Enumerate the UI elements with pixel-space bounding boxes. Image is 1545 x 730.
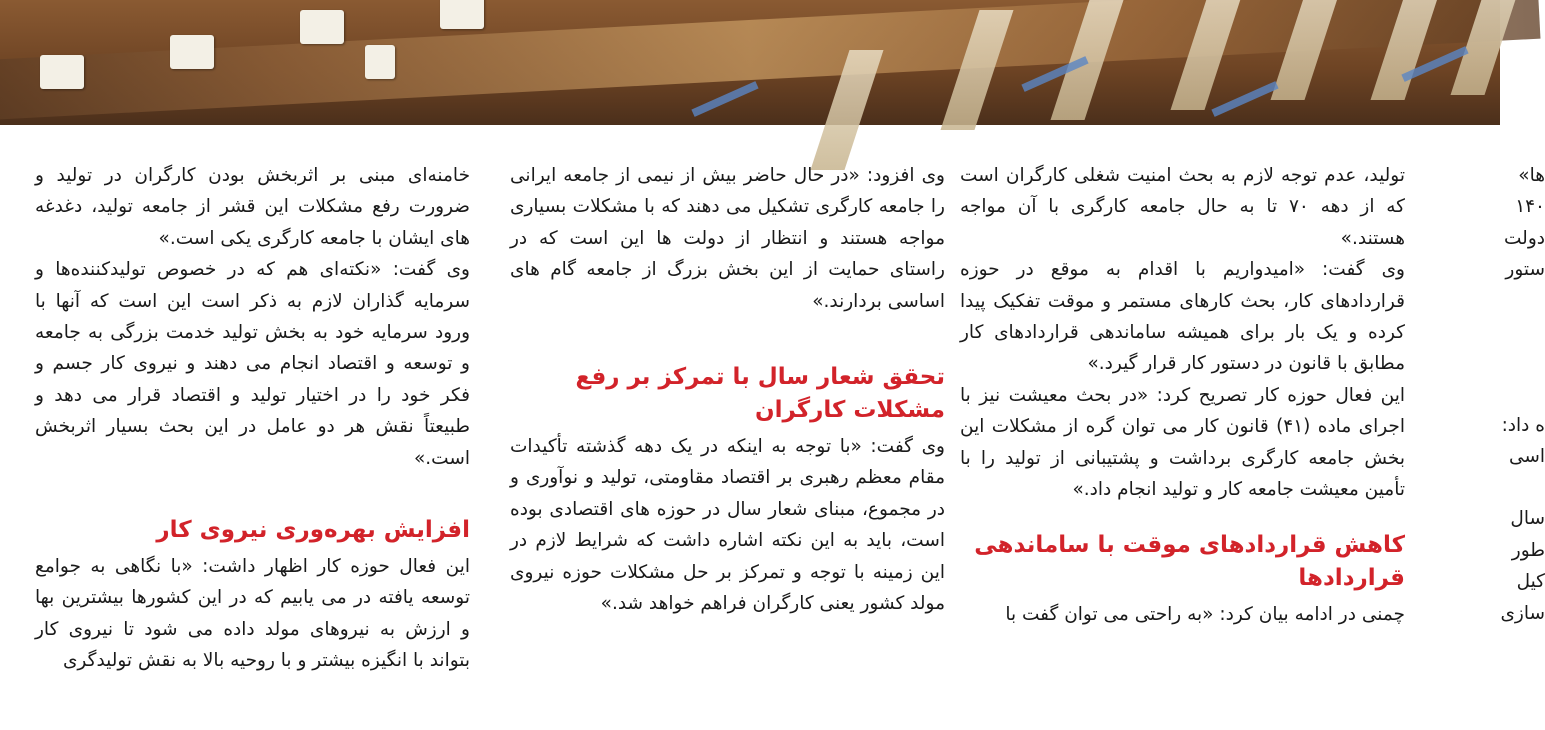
paragraph: وی افزود: «در حال حاضر بیش از نیمی از جامعه ایرانی را جامعه کارگری تشکیل می دهند که با مشکلات بسیاری مواجه هستند و انتظار از دولت ها این است که در راستای حمایت از این بخش بزرگ از جامعه گام های اساسی بردارند.» [510,165,945,312]
header-photo [0,0,1500,125]
paragraph: وی گفت: «با توجه به اینکه در یک دهه گذشته تأکیدات مقام معظم رهبری بر اقتصاد مقاومتی، تولید و نوآوری و در مجموع، مبنای شعار سال در حوزه های اقتصادی بوده است، باید به این نکته اشاره داشت که شرایط لازم در این زمینه با توجه و تمرکز بر حل مشکلات حوزه نیروی مولد کشور یعنی کارگران فراهم خواهد شد.» [510,436,945,615]
text-fragment: ها» [1518,165,1545,186]
section-heading: افزایش بهره‌وری نیروی کار [156,517,470,544]
article-column-1 [960,160,1405,631]
paragraph: خامنه‌ای مبنی بر اثربخش بودن کارگران در تولید و ضرورت رفع مشکلات این قشر از جامعه تولید، دغدغه های ایشان با جامعه کارگری یکی است.» [35,165,470,249]
text-fragment: ه داد: [1501,414,1545,436]
article-column-2 [510,160,945,619]
text-fragment: دولت [1504,227,1545,249]
section-heading: کاهش قراردادهای موقت با ساماندهی قراردادها [974,532,1405,592]
text-fragment: ۱۴۰ [1515,196,1545,218]
paragraph: تولید، عدم توجه لازم به بحث امنیت شغلی کارگران است که از دهه ۷۰ تا به حال جامعه کارگری با آن مواجه هستند.» [960,165,1405,249]
text-fragment: سازی [1500,602,1545,624]
text-fragment: طور [1511,539,1545,561]
paragraph: وی گفت: «امیدواریم با اقدام به موقع در حوزه قراردادهای کار، بحث کارهای مستمر و موقت تفکیک پیدا کرده و یک بار برای همیشه ساماندهی قراردادهای کار مطابق با قانون در دستور کار قرار گیرد.» [960,259,1405,375]
text-fragment: کیل [1516,571,1545,593]
paragraph: این فعال حوزه کار اظهار داشت: «با نگاهی به جوامع توسعه یافته در می یابیم که در این کشورها بیشترین بها و ارزش به نیروهای مولد داده می شود تا نیروی کار بتواند با انگیزه بیشتر و با روحیه بالا به نقش تولیدگری [35,556,470,672]
paragraph: چمنی در ادامه بیان کرد: «به راحتی می توان گفت با [1005,604,1405,626]
text-fragment: اسی [1508,446,1545,468]
text-fragment: سال [1510,508,1545,530]
article-column-3 [35,160,470,677]
paragraph: این فعال حوزه کار تصریح کرد: «در بحث معیشت نیز با اجرای ماده (۴۱) قانون کار می توان گره از مشکلات این بخش جامعه کارگری برداشت و پشتیبانی از تولید را با تأمین معیشت جامعه کار و تولید انجام داد.» [960,384,1405,501]
paragraph: وی گفت: «نکته‌ای هم که در خصوص تولیدکننده‌ها و سرمایه گذاران لازم به ذکر است این است که آنها با ورود سرمایه خود به بخش تولید خدمت بزرگی به جامعه و توسعه و اقتصاد انجام می دهند و نیروی کار جسم و فکر خود را در اختیار تولید و اقتصاد قرار می دهد و طبیعتاً نقش هر دو عامل در این بحث بسیار اثربخش است.» [35,259,470,469]
article-column-fragments [1415,160,1545,629]
section-heading: تحقق شعار سال با تمرکز بر رفع مشکلات کارگران [575,364,945,424]
text-fragment: ستور [1505,259,1545,281]
